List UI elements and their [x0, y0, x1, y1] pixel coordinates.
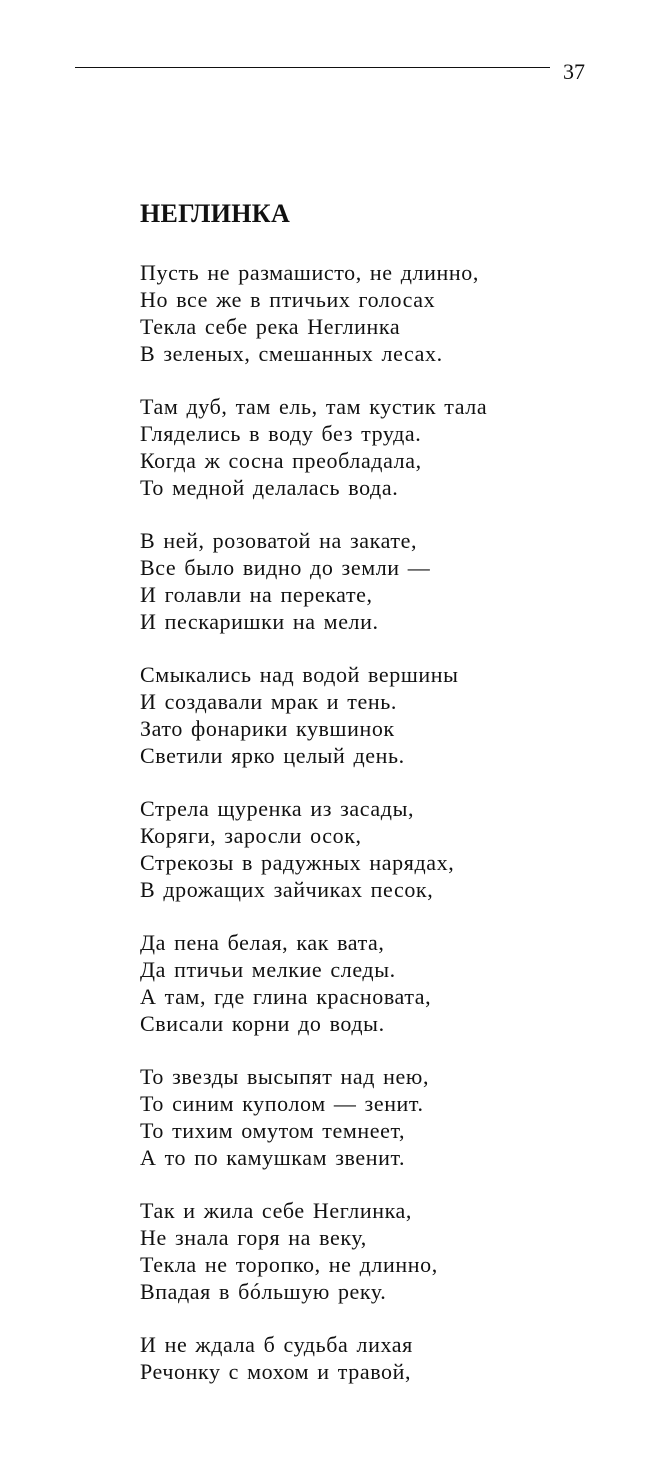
stanza [140, 527, 640, 635]
poem-line: Гляделись в воду без труда. [140, 421, 422, 446]
poem-body [140, 259, 640, 1411]
poem-line: То звезды высыпят над нею, [140, 1064, 430, 1089]
poem-line: В зеленых, смешанных лесах. [140, 341, 443, 366]
poem-line: Стрекозы в радужных нарядах, [140, 850, 455, 875]
poem-line: Смыкались над водой вершины [140, 662, 459, 687]
stanza [140, 661, 640, 769]
poem-line: Не знала горя на веку, [140, 1225, 367, 1250]
page-number: 37 [563, 59, 585, 84]
poem-line: Стрела щуренка из засады, [140, 796, 415, 821]
poem-line: Когда ж сосна преобладала, [140, 448, 422, 473]
poem-line: Пусть не размашисто, не длинно, [140, 260, 479, 285]
poem-line: Светили ярко целый день. [140, 743, 405, 768]
stanza [140, 929, 640, 1037]
poem-line: Текла себе река Неглинка [140, 314, 401, 339]
stanza [140, 393, 640, 501]
stanza [140, 1331, 640, 1385]
poem-line: Да птичьи мелкие следы. [140, 957, 396, 982]
poem-line: Впадая в бóльшую реку. [140, 1279, 387, 1304]
poem-line: Коряги, заросли осок, [140, 823, 362, 848]
stanza [140, 1197, 640, 1305]
stanza [140, 259, 640, 367]
stanza [140, 1063, 640, 1171]
poem-line: И пескаришки на мели. [140, 609, 379, 634]
poem-line: И не ждала б судьба лихая [140, 1332, 413, 1357]
poem-line: И голавли на перекате, [140, 582, 373, 607]
poem-line: То тихим омутом темнеет, [140, 1118, 406, 1143]
poem-line: То синим куполом — зенит. [140, 1091, 424, 1116]
poem-line: Так и жила себе Неглинка, [140, 1198, 413, 1223]
poem-line: В дрожащих зайчиках песок, [140, 877, 434, 902]
poem-line: А то по камушкам звенит. [140, 1145, 406, 1170]
poem-line: Свисали корни до воды. [140, 1011, 385, 1036]
poem-line: И создавали мрак и тень. [140, 689, 397, 714]
poem-line: Да пена белая, как вата, [140, 930, 385, 955]
poem-line: В ней, розоватой на закате, [140, 528, 418, 553]
poem-title: НЕГЛИНКА [140, 199, 291, 228]
poem-line: Но все же в птичьих голосах [140, 287, 436, 312]
poem-line: А там, где глина красновата, [140, 984, 432, 1009]
poem-line: Зато фонарики кувшинок [140, 716, 395, 741]
poem-line: Там дуб, там ель, там кустик тала [140, 394, 488, 419]
poem-line: Все было видно до земли — [140, 555, 431, 580]
poem-line: То медной делалась вода. [140, 475, 399, 500]
poem-line: Текла не торопко, не длинно, [140, 1252, 438, 1277]
poem-line: Речонку с мохом и травой, [140, 1359, 412, 1384]
stanza [140, 795, 640, 903]
header-rule [75, 67, 550, 68]
